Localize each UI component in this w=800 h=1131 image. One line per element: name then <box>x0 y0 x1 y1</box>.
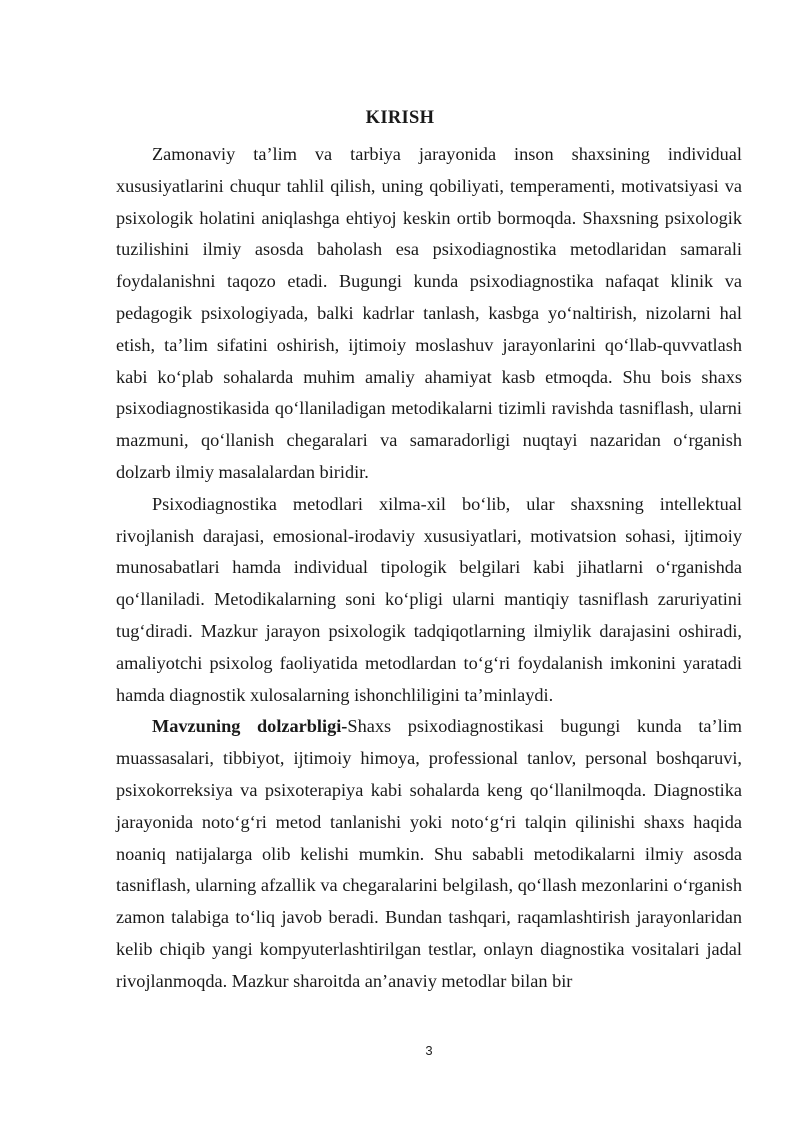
paragraph-text: Psixodiagnostika metodlari xilma-xil bo‘lib, ular shaxsning intellektual rivojlanish darajasi, emosional-irodaviy xususiyatlari, motivatsion sohasi, ijtimoiy munosabatlari hamda individual tipologik belgilari kabi jihatlarni o‘rganishda qo‘llaniladi. Metodikalarning soni ko‘pligi ularni mantiqiy tasniflash zaruriyatini tug‘diradi. Mazkur jarayon psixologik tadqiqotlarning ilmiylik darajasini oshiradi, amaliyotchi psixolog faoliyatida metodlardan to‘g‘ri foydalanish imkonini yaratadi hamda diagnostik xulosalarning ishonchliligini ta’minlaydi. <box>116 493 742 705</box>
page-number: 3 <box>425 1043 433 1058</box>
paragraph-text: Zamonaviy ta’lim va tarbiya jarayonida inson shaxsining individual xususiyatlarini chuqur tahlil qilish, uning qobiliyati, temperamenti, motivatsiyasi va psixologik holatini aniqlashga ehtiyoj keskin ortib bormoqda. Shaxsning psixologik tuzilishini ilmiy asosda baholash esa psixodiagnostika metodlaridan samarali foydalanishni taqozo etadi. Bugungi kunda psixodiagnostika nafaqat klinik va pedagogik psixologiyada, balki kadrlar tanlash, kasbga yo‘naltirish, nizolarni hal etish, ta’lim sifatini oshirish, ijtimoiy moslashuv jarayonlarini qo‘llab-quvvatlash kabi ko‘plab sohalarda muhim amaliy ahamiyat kasb etmoqda. Shu bois shaxs psixodiagnostikasida qo‘llaniladigan metodikalarni tizimli ravishda tasniflash, ularni mazmuni, qo‘llanish chegaralari va samaradorligi nuqtayi nazaridan o‘rganish dolzarb ilmiy masalalardan biridir. <box>116 144 742 482</box>
paragraph-methods <box>116 489 742 712</box>
paragraph-text: Shaxs psixodiagnostikasi bugungi kunda ta’lim muassasalari, tibbiyot, ijtimoiy himoya, professional tanlov, personal boshqaruvi, psixokorreksiya va psixoterapiya kabi sohalarda keng qo‘llanilmoqda. Diagnostika jarayonida noto‘g‘ri metod tanlanishi yoki noto‘g‘ri talqin qilinishi shaxs haqida noaniq natijalarga olib kelishi mumkin. Shu sababli metodikalarni ilmiy asosda tasniflash, ularning afzallik va chegaralarini belgilash, qo‘llash mezonlarini o‘rganish zamon talabiga to‘liq javob beradi. Bundan tashqari, raqamlashtirish jarayonlaridan kelib chiqib yangi kompyuterlashtirilgan testlar, onlayn diagnostika vositalari jadal rivojlanmoqda. Mazkur sharoitda an’anaviy metodlar bilan bir <box>116 716 742 991</box>
body-text <box>116 139 742 998</box>
paragraph-lead-heading: Mavzuning dolzarbligi- <box>152 716 348 737</box>
paragraph-relevance <box>116 711 742 997</box>
page-title: KIRISH <box>365 108 435 128</box>
paragraph-intro <box>116 139 742 489</box>
